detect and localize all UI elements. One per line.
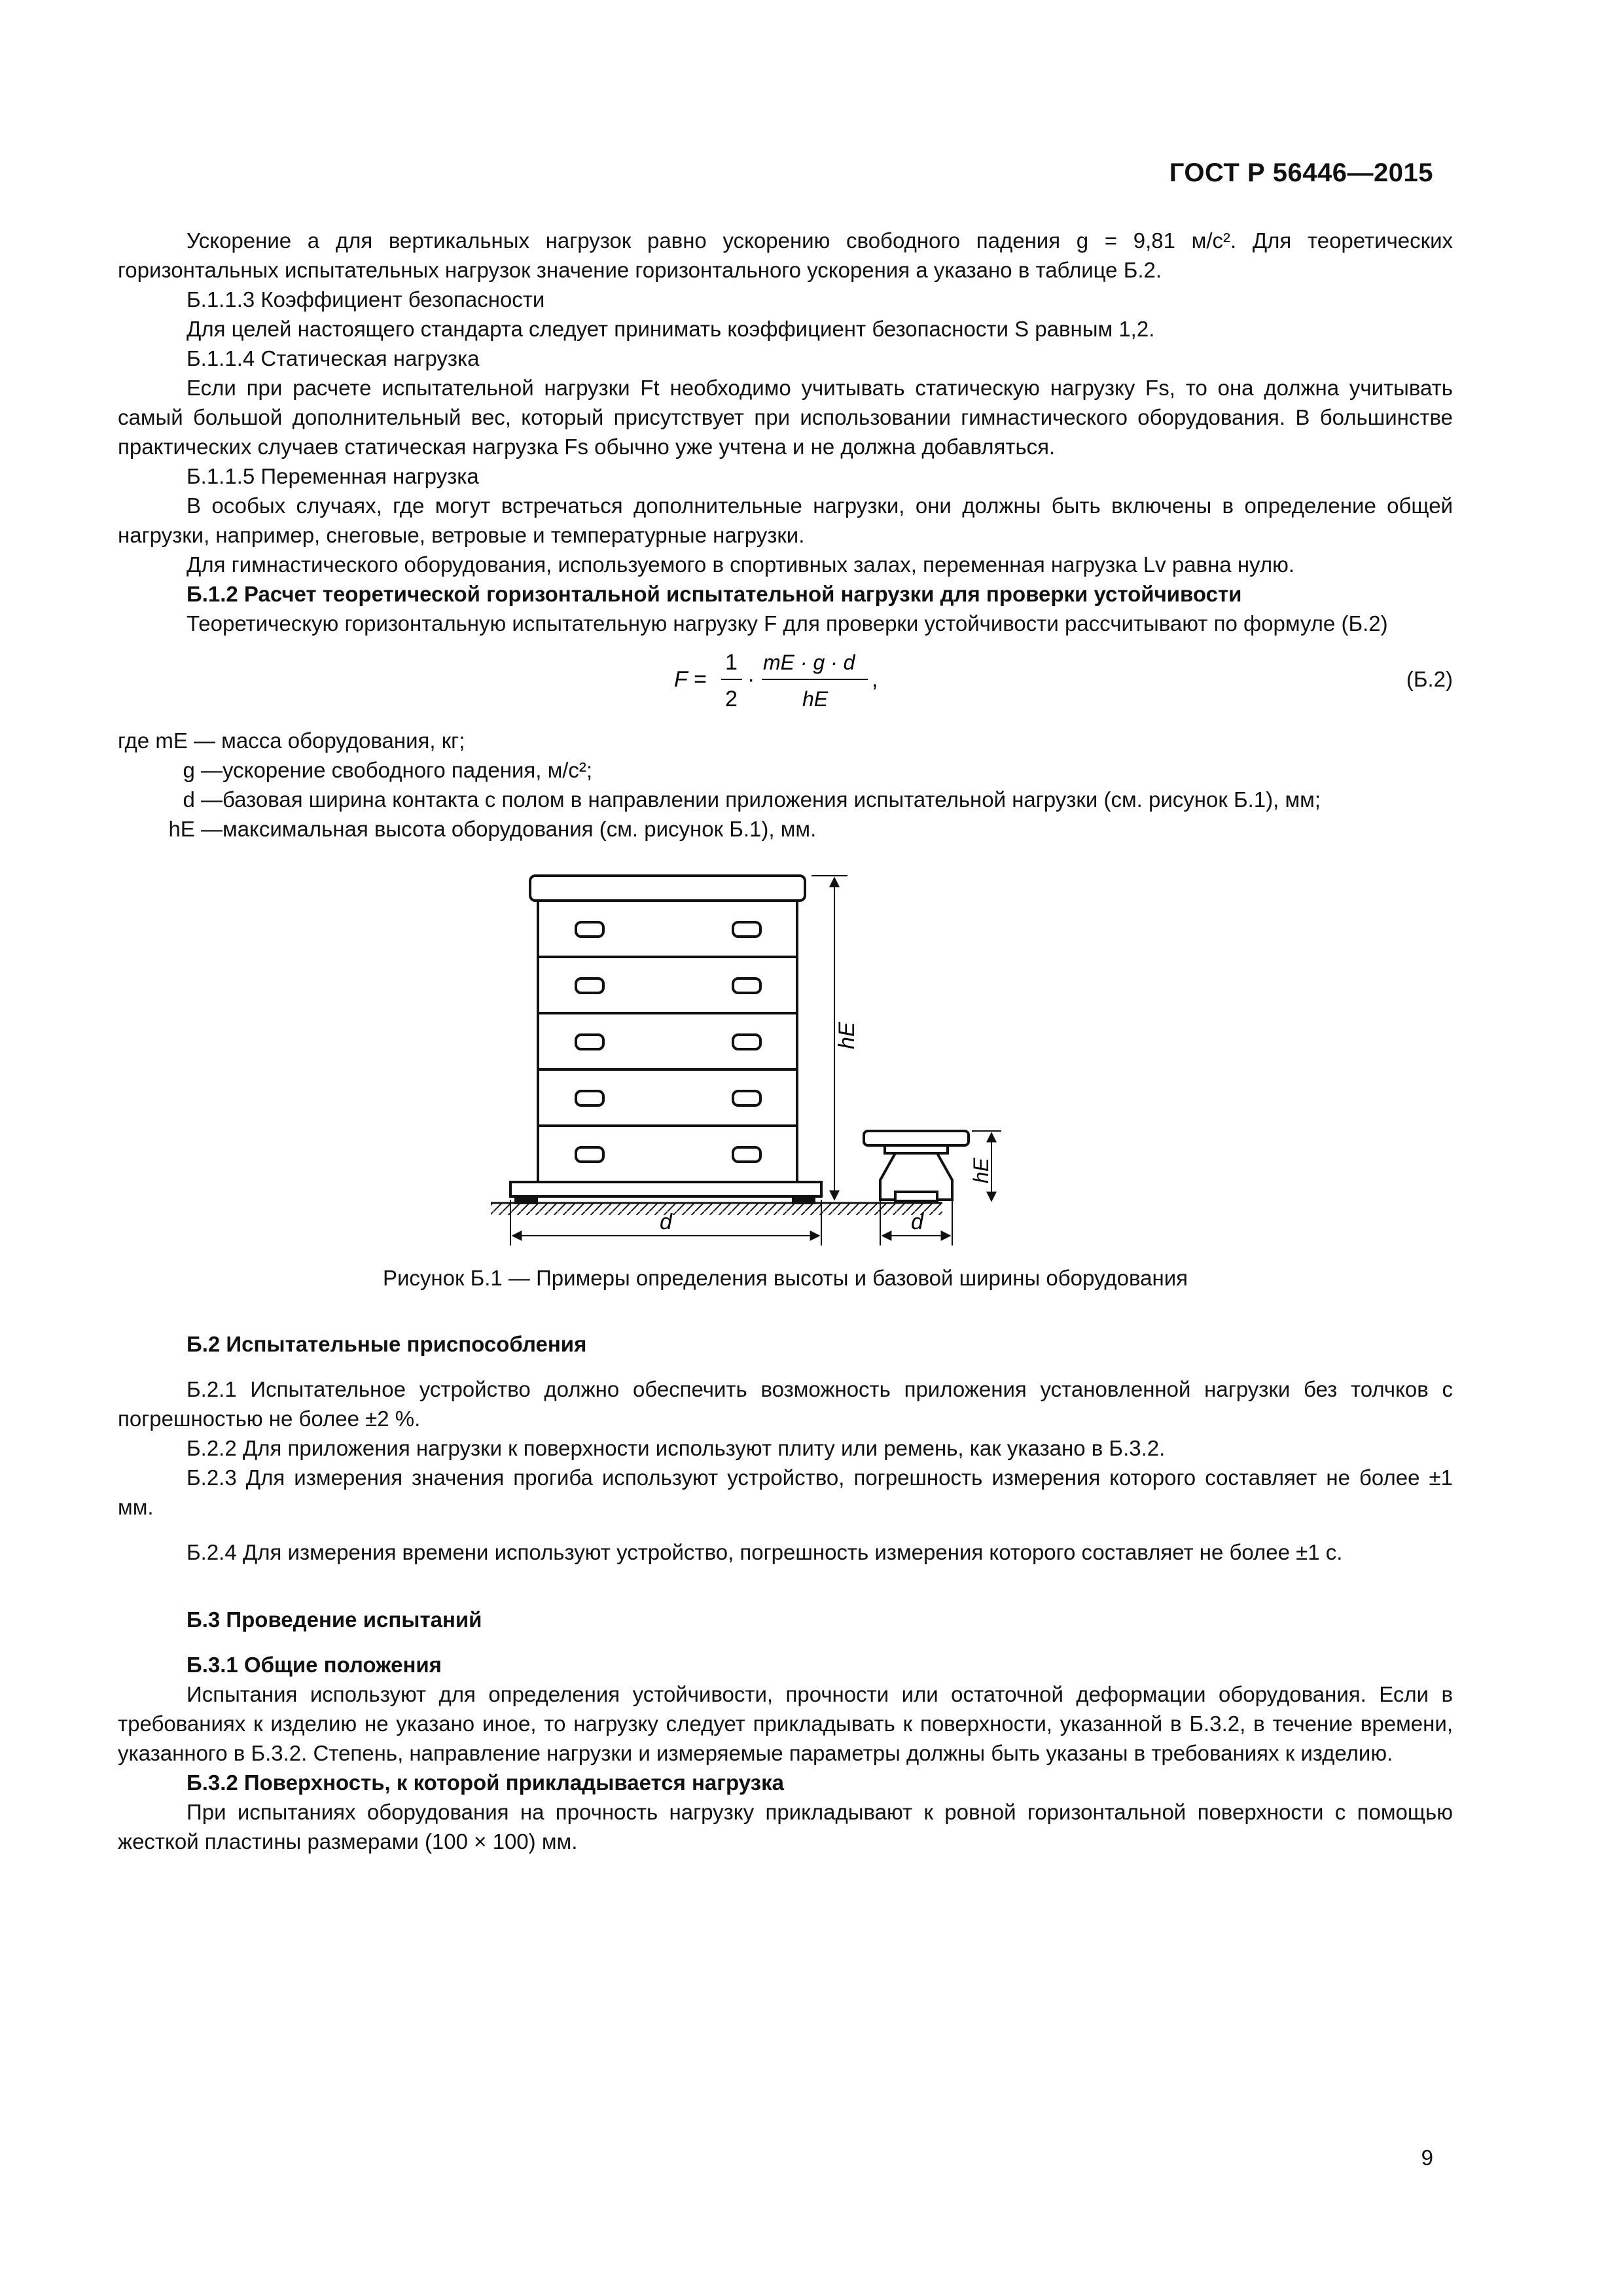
formula-dot: · (747, 667, 755, 692)
page-content (118, 226, 1453, 1856)
paragraph: Испытания используют для определения устойчивости, прочности или остаточной деформации оборудования. Если в требованиях к изделию не указано иное, то нагрузку следует прикладывать к поверхности, указанной в Б.3.2, в течение времени, указанного в Б.3.2. Степень, направление нагрузки и измеряемые параметры должны быть указаны в требованиях к изделию. (118, 1682, 1453, 1765)
variable-symbol: g — (183, 758, 223, 782)
clause-heading: Б.1.1.4 Статическая нагрузка (187, 346, 480, 370)
formula-comma: , (872, 667, 878, 692)
variable-row (118, 726, 1453, 755)
formula-numerator: mE · g · d (763, 651, 855, 674)
variable-row (118, 785, 1453, 814)
formula-b2 (118, 639, 1453, 718)
formula-half-denominator: 2 (725, 687, 738, 711)
figure-b1 (118, 872, 1453, 1291)
paragraph: Если при расчете испытательной нагрузки Ft необходимо учитывать статическую нагрузку Fs, то она должна учитывать самый большой дополнительный вес, который присутствует при использовании гимнастического оборудования. В большинстве практических случаев статическая нагрузка Fs обычно уже учтена и не должна добавляться. (118, 376, 1453, 459)
paragraph: Теоретическую горизонтальную испытательную нагрузку F для проверки устойчивости рассчитывают по формуле (Б.2) (187, 611, 1388, 636)
variable-description: масса оборудования, кг; (221, 728, 465, 753)
page-number: 9 (1421, 2145, 1433, 2170)
height-label-box: hE (969, 1157, 993, 1183)
variable-description: базовая ширина контакта с полом в направлении приложения испытательной нагрузки (см. рисунок Б.1), мм; (223, 787, 1321, 812)
clause-heading: Б.1.1.3 Коэффициент безопасности (187, 287, 545, 312)
paragraph: Ускорение a для вертикальных нагрузок равно ускорению свободного падения g = 9,81 м/с². Для теоретических горизонтальных испытательных нагрузок значение горизонтального ускорения a указано в таблице Б.2. (118, 228, 1453, 282)
paragraph: Б.2.2 Для приложения нагрузки к поверхности используют плиту или ремень, как указано в Б.3.2. (187, 1436, 1166, 1460)
width-label-box: d (911, 1210, 923, 1234)
paragraph: Б.2.4 Для измерения времени используют устройство, погрешность измерения которого составляет не более ±1 с. (187, 1540, 1343, 1564)
ground-line (491, 1203, 942, 1215)
paragraph: При испытаниях оборудования на прочность нагрузку прикладывают к ровной горизонтальной поверхности с помощью жесткой пластины размерами (100 × 100) мм. (118, 1800, 1453, 1854)
subsection-heading: Б.3.2 Поверхность, к которой прикладывается нагрузка (187, 1770, 784, 1795)
paragraph: В особых случаях, где могут встречаться дополнительные нагрузки, они должны быть включены в определение общей нагрузки, например, снеговые, ветровые и температурные нагрузки. (118, 493, 1453, 547)
drawer-cabinet (510, 876, 821, 1203)
subsection-heading: Б.3.1 Общие положения (187, 1653, 442, 1677)
document-code: ГОСТ Р 56446—2015 (1169, 158, 1433, 187)
variable-row (118, 755, 1453, 785)
variable-description: ускорение свободного падения, м/с²; (223, 758, 593, 782)
variable-description: максимальная высота оборудования (см. рисунок Б.1), мм. (223, 817, 817, 841)
variable-symbol: hE — (168, 817, 223, 841)
height-label-cabinet: hE (834, 1022, 859, 1049)
paragraph: Б.2.1 Испытательное устройство должно обеспечить возможность приложения установленной нагрузки без толчков с погрешностью не более ±2 %. (118, 1377, 1453, 1431)
paragraph: Для целей настоящего стандарта следует принимать коэффициент безопасности S равным 1,2. (187, 317, 1155, 341)
figure-caption: Рисунок Б.1 — Примеры определения высоты и базовой ширины оборудования (382, 1266, 1188, 1290)
paragraph: Для гимнастического оборудования, используемого в спортивных залах, переменная нагрузка Lv равна нулю. (187, 552, 1295, 577)
formula-denominator: hE (802, 687, 829, 711)
paragraph: Б.2.3 Для измерения значения прогиба используют устройство, погрешность измерения которого составляет не более ±1 мм. (118, 1465, 1453, 1519)
vaulting-box (864, 1131, 969, 1201)
clause-heading: Б.1.1.5 Переменная нагрузка (187, 464, 479, 488)
formula-half-numerator: 1 (725, 650, 738, 675)
clause-heading-bold: Б.1.2 Расчет теоретической горизонтальной испытательной нагрузки для проверки устойчивости (187, 582, 1242, 606)
width-label-cabinet: d (660, 1210, 672, 1234)
section-heading: Б.3 Проведение испытаний (187, 1607, 482, 1632)
variable-symbol: где mE — (118, 728, 215, 753)
variable-symbol: d — (183, 787, 223, 812)
formula-expression (674, 643, 897, 715)
formula-number: (Б.2) (1406, 667, 1453, 691)
variable-list (118, 726, 1453, 844)
section-heading: Б.2 Испытательные приспособления (187, 1332, 587, 1356)
variable-row (118, 814, 1453, 844)
equipment-diagram (484, 872, 1073, 1252)
formula-lhs: F = (674, 667, 707, 692)
